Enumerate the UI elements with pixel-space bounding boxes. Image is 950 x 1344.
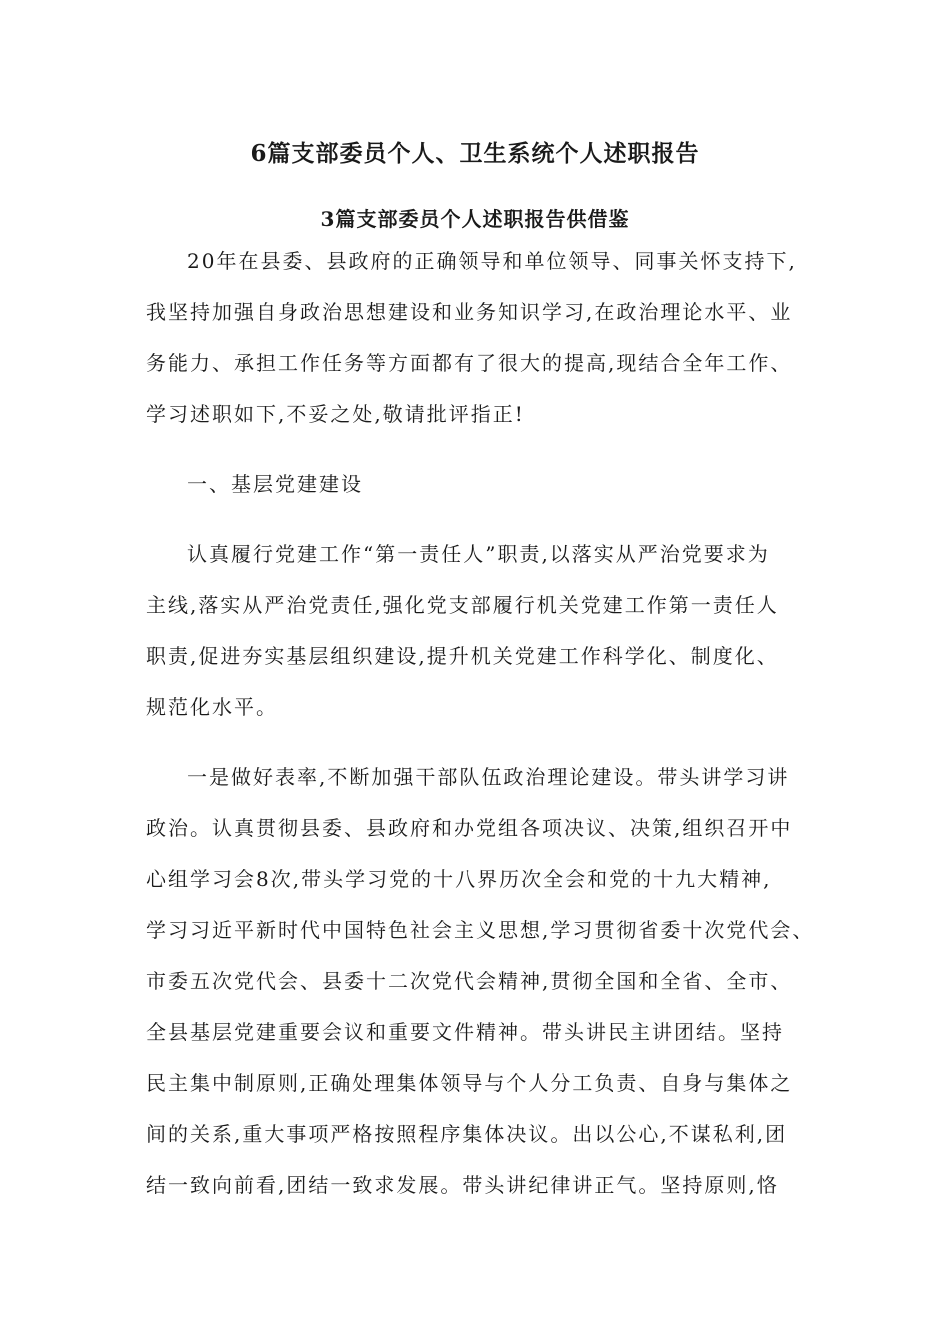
paragraph-line: 认真履行党建工作“第一责任人”职责,以落实从严治党要求为 [187,542,770,566]
paragraph-example [146,752,816,1211]
paragraph-line: 规范化水平。 [146,695,278,719]
paragraph-line: 务能力、承担工作任务等方面都有了很大的提高,现结合全年工作、 [146,351,793,375]
section-heading [146,459,816,510]
paragraph-line: 政治。认真贯彻县委、县政府和办党组各项决议、决策,组织召开中 [146,816,793,840]
paragraph-line: 学习习近平新时代中国特色社会主义思想,学习贯彻省委十次党代会、 [146,918,815,942]
paragraph-line: 一是做好表率,不断加强干部队伍政治理论建设。带头讲学习讲 [187,765,790,789]
paragraph-party-building [146,529,816,733]
paragraph-line: 间的关系,重大事项严格按照程序集体决议。出以公心,不谋私利,团 [146,1122,788,1146]
paragraph-line: 结一致向前看,团结一致求发展。带头讲纪律讲正气。坚持原则,恪 [146,1173,779,1197]
paragraph-gap [146,733,816,752]
paragraph-line: 学习述职如下,不妥之处,敬请批评指正! [146,402,525,426]
paragraph-line: 职责,促进夯实基层组织建设,提升机关党建工作科学化、制度化、 [146,644,779,668]
document-title: 6篇支部委员个人、卫生系统个人述职报告 [250,140,700,167]
paragraph-line: 20年在县委、县政府的正确领导和单位领导、同事关怀支持下, [187,249,797,273]
paragraph-gap [146,510,816,529]
paragraph-line: 主线,落实从严治党责任,强化党支部履行机关党建工作第一责任人 [146,593,779,617]
paragraph-line: 我坚持加强自身政治思想建设和业务知识学习,在政治理论水平、业 [146,300,793,324]
section-heading-text: 一、基层党建建设 [187,472,363,496]
document-body [146,236,816,1211]
paragraph-line: 市委五次党代会、县委十二次党代会精神,贯彻全国和全省、全市、 [146,969,793,993]
paragraph-gap [146,440,816,459]
paragraph-line: 心组学习会8次,带头学习党的十八界历次全会和党的十九大精神, [146,867,772,891]
document-subtitle: 3篇支部委员个人述职报告供借鉴 [320,207,630,231]
paragraph-intro [146,236,816,440]
paragraph-line: 全县基层党建重要会议和重要文件精神。带头讲民主讲团结。坚持 [146,1020,784,1044]
paragraph-line: 民主集中制原则,正确处理集体领导与个人分工负责、自身与集体之 [146,1071,793,1095]
